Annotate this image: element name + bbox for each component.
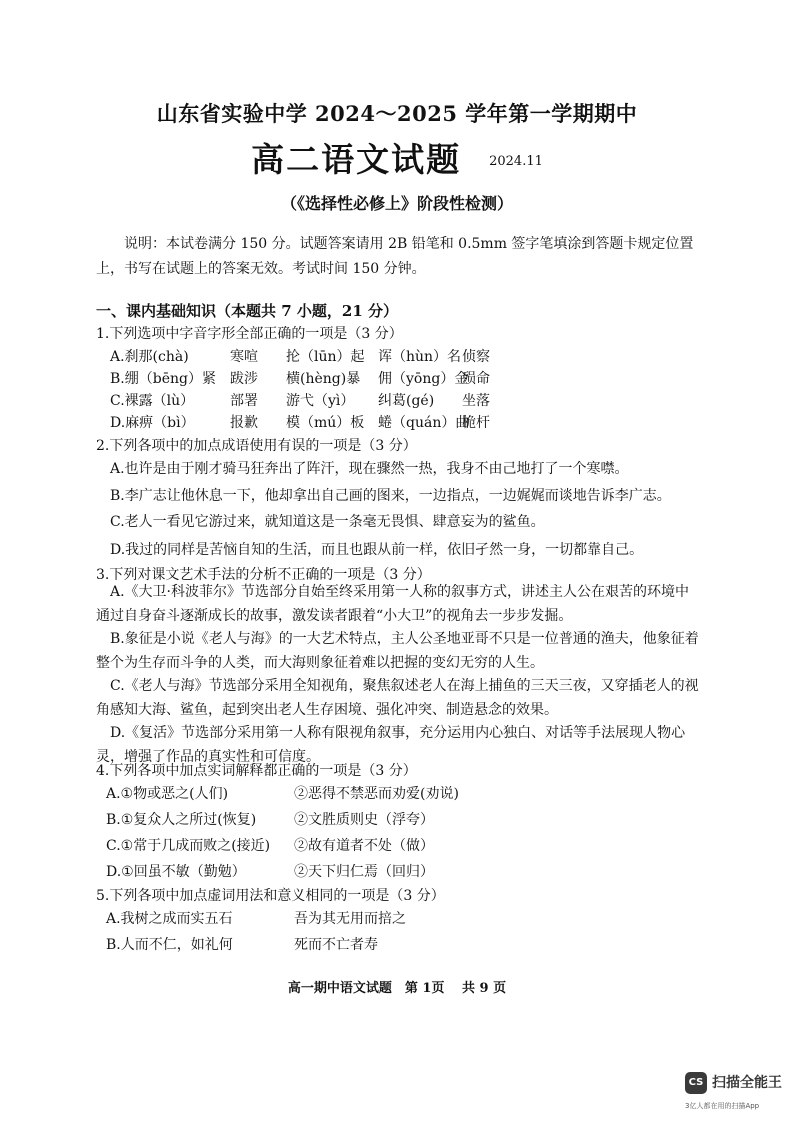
question-2-stem: 2.下列各项中的加点成语使用有误的一项是（3 分） [96,438,417,454]
question-1-option-d [110,413,710,433]
exam-date: 2024.11 [489,154,543,169]
question-4-option-c [106,836,706,856]
cell: 桅杆 [462,415,490,431]
cell: C.裸露（lù） [110,393,195,409]
cell: 蜷（quán）曲 [378,415,470,431]
question-1-option-b [110,369,710,389]
exam-subtitle: （《选择性必修上》阶段性检测） [280,194,513,213]
cell: A.我树之成而实五石 [106,911,233,927]
cell: 纠葛(gé) [378,393,435,409]
cell: C.①常于几成而败之(接近) [106,838,271,854]
scanner-name: 扫描全能王 [712,1075,782,1091]
question-3-stem: 3.下列对课文艺术手法的分析不正确的一项是（3 分） [96,567,431,583]
cell: 佣（yōng）金 [378,371,469,387]
cell: 殒命 [462,371,490,387]
cell: 死而不亡者寿 [294,937,378,953]
scanner-logo-icon: CS [685,1072,707,1094]
cell: 寒喧 [230,349,258,365]
title-row [0,134,794,181]
question-4-stem: 4.下列各项中加点实词解释都正确的一项是（3 分） [96,763,417,779]
cell: B.绷（bēng）紧 [110,371,216,387]
question-2-option-a: A.也许是由于刚才骑马狂奔出了阵汗，现在骤然一热，我身不由己地打了一个寒噤。 [110,461,629,477]
question-4-option-d [106,862,706,882]
exam-title: 高二语文试题 [251,140,462,179]
question-3-option-d: D.《复活》节选部分采用第一人称有限视角叙事，充分运用内心独白、对话等手法展现人物心灵，增强了作品的真实性和可信度。 [96,725,686,765]
school-title: 山东省实验中学 2024～2025 学年第一学期期中 [156,101,638,126]
cell: ②文胜质则史（浮夸） [294,812,434,828]
cell: 跋涉 [230,371,258,387]
cell: ②恶得不禁恶而劝爱(劝说) [294,786,459,802]
question-1-stem: 1.下列选项中字音字形全部正确的一项是（3 分） [96,326,403,342]
cell: 部署 [230,393,258,409]
cell: 模（mú）板 [286,415,365,431]
question-3-option-b: B.象征是小说《老人与海》的一大艺术特点，主人公圣地亚哥不只是一位普通的渔夫，他象征着整个为生存而斗争的人类，而大海则象征着难以把握的变幻无穷的人生。 [96,631,699,671]
cell: A.①物或恶之(人们) [106,786,229,802]
question-3-option-a: A.《大卫·科波菲尔》节选部分自始至终采用第一人称的叙事方式，讲述主人公在艰苦的环境中通过自身奋斗逐渐成长的故事，激发读者跟着“小大卫”的视角去一步步发掘。 [96,584,690,624]
cell: 坐落 [462,393,490,409]
question-4-option-a [106,784,706,804]
cell: 侦察 [462,349,490,365]
cell: B.①复众人之所过(恢复) [106,812,257,828]
page-footer: 高一期中语文试题 第 1页 共 9 页 [287,981,507,996]
question-2-option-c: C.老人一看见它游过来，就知道这是一条毫无畏惧、肆意妄为的鲨鱼。 [110,514,545,530]
cell: D.①回虽不敏（勤勉） [106,864,246,880]
cell: 诨（hùn）名 [378,349,462,365]
scanner-tagline: 3亿人都在用的扫描App [685,1102,760,1110]
cell: 抡（lūn）起 [286,349,365,365]
cell: ②故有道者不处（做） [294,838,434,854]
question-3-option-c: C.《老人与海》节选部分采用全知视角，聚焦叙述老人在海上捕鱼的三天三夜，又穿插老人的视角感知大海、鲨鱼，起到突出老人生存困境、强化冲突、制造悬念的效果。 [96,678,699,718]
cell: 横(hèng)暴 [286,371,361,387]
cell: 报歉 [230,415,258,431]
cell: ②天下归仁焉（回归） [294,864,434,880]
cell: B.人而不仁，如礼何 [106,937,233,953]
instructions: 说明：本试卷满分 150 分。试题答案请用 2B 铅笔和 0.5mm 签字笔填涂到答题卡规定位置上，书写在试题上的答案无效。考试时间 150 分钟。 [96,236,694,277]
question-5-stem: 5.下列各项中加点虚词用法和意义相同的一项是（3 分） [96,888,445,904]
question-1-option-a [110,347,710,367]
question-4-option-b [106,810,706,830]
question-5-option-a [106,909,706,929]
section-heading: 一、课内基础知识（本题共 7 小题，21 分） [96,302,398,320]
question-5-option-b [106,935,706,955]
cell: 游弋（yì） [286,393,355,409]
question-2-option-b: B.李广志让他休息一下，他却拿出自己画的图来，一边指点，一边娓娓而谈地告诉李广志。 [110,488,671,504]
question-1-option-c [110,391,710,411]
question-2-option-d: D.我过的同样是苦恼自知的生活，而且也跟从前一样，依旧孑然一身，一切都靠自己。 [110,542,644,558]
cell: D.麻痹（bì） [110,415,195,431]
cell: A.刹那(chà) [110,349,189,365]
cell: 吾为其无用而掊之 [294,911,406,927]
